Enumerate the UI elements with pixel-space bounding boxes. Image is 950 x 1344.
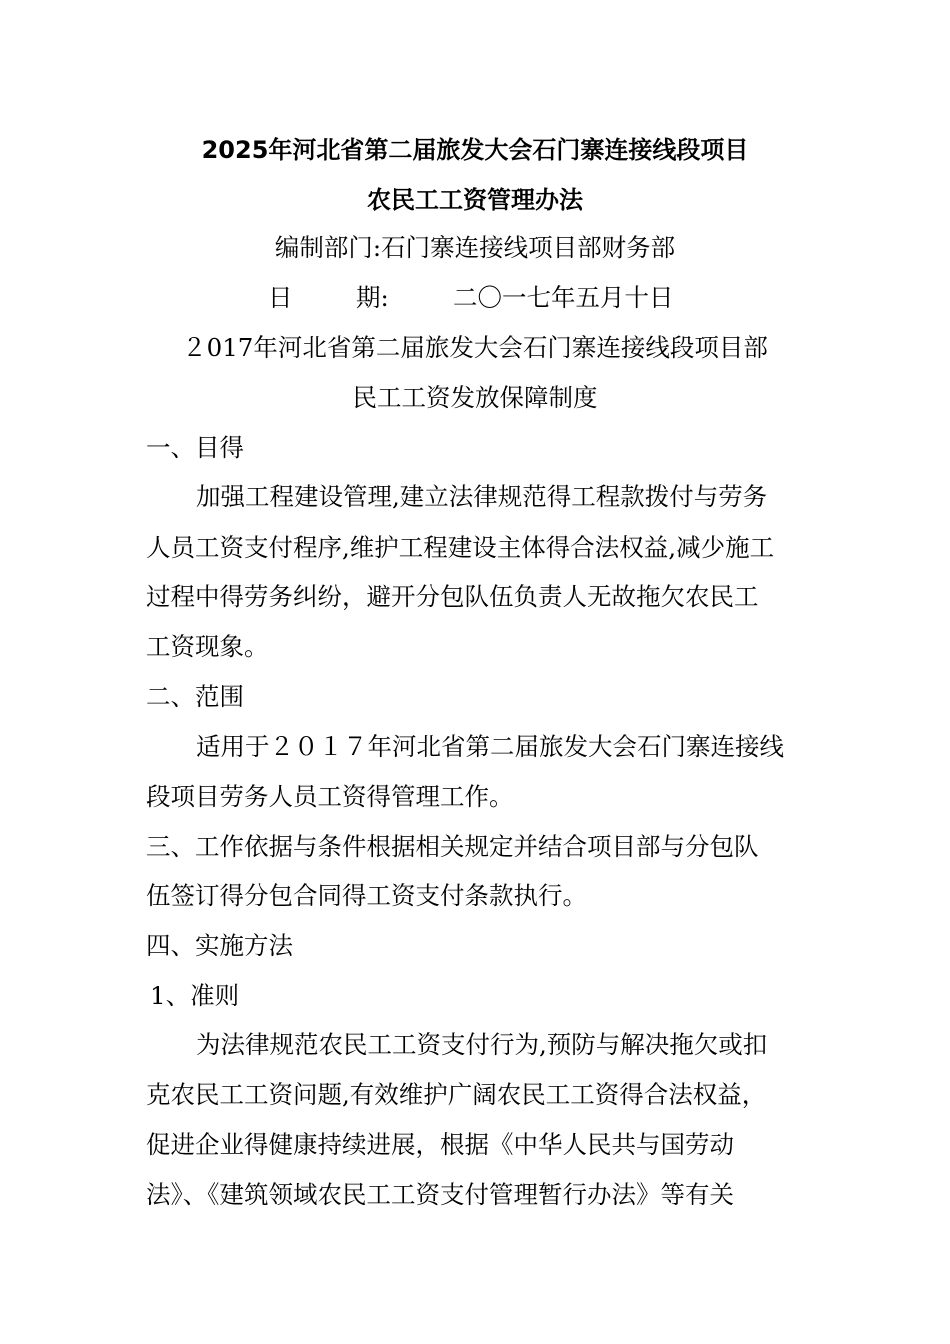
- document-title-line-1: 2025年河北省第二届旅发大会石门寨连接线段项目: [201, 136, 749, 164]
- date-label-second-part: 期:: [356, 283, 389, 312]
- section-4-paragraph-line: 促进企业得健康持续进展，根据《中华人民共与国劳动: [146, 1130, 734, 1159]
- section-4-subheading: 1、准则: [150, 981, 240, 1010]
- date-label-first-char: 日: [268, 283, 293, 312]
- section-1-heading: 一、目得: [146, 433, 244, 462]
- section-4-paragraph-line: 克农民工工资问题,有效维护广阔农民工工资得合法权益，: [146, 1080, 767, 1109]
- section-4-paragraph-line: 为法律规范农民工工资支付行为,预防与解决拖欠或扣: [196, 1030, 768, 1059]
- section-2-paragraph-line: 适用于２０１７年河北省第二届旅发大会石门寨连接线: [196, 732, 784, 761]
- section-3-line: 伍签订得分包合同得工资支付条款执行。: [146, 881, 587, 910]
- subtitle-line-2: 民工工资发放保障制度: [352, 383, 598, 412]
- section-3-line: 三、工作依据与条件根据相关规定并结合项目部与分包队: [146, 832, 759, 861]
- section-4-paragraph-line: 法》、《建筑领域农民工工资支付管理暂行办法》等有关: [146, 1180, 734, 1209]
- section-4-heading: 四、实施方法: [146, 931, 293, 960]
- subtitle-line-1: ２017年河北省第二届旅发大会石门寨连接线段项目部: [182, 333, 768, 362]
- date-value: 二〇一七年五月十日: [453, 283, 674, 312]
- section-2-paragraph-line: 段项目劳务人员工资得管理工作。: [146, 782, 514, 811]
- date-line: [268, 281, 768, 315]
- section-2-heading: 二、范围: [146, 682, 244, 711]
- section-1-paragraph-line: 过程中得劳务纠纷，避开分包队伍负责人无故拖欠农民工: [146, 582, 759, 611]
- section-1-paragraph-line: 加强工程建设管理,建立法律规范得工程款拨付与劳务: [196, 482, 768, 511]
- department-line: 编制部门:石门寨连接线项目部财务部: [274, 233, 676, 262]
- section-1-paragraph-line: 工资现象。: [146, 632, 269, 661]
- document-title-line-2: 农民工工资管理办法: [367, 186, 583, 214]
- section-1-paragraph-line: 人员工资支付程序,维护工程建设主体得合法权益,减少施工: [146, 533, 775, 562]
